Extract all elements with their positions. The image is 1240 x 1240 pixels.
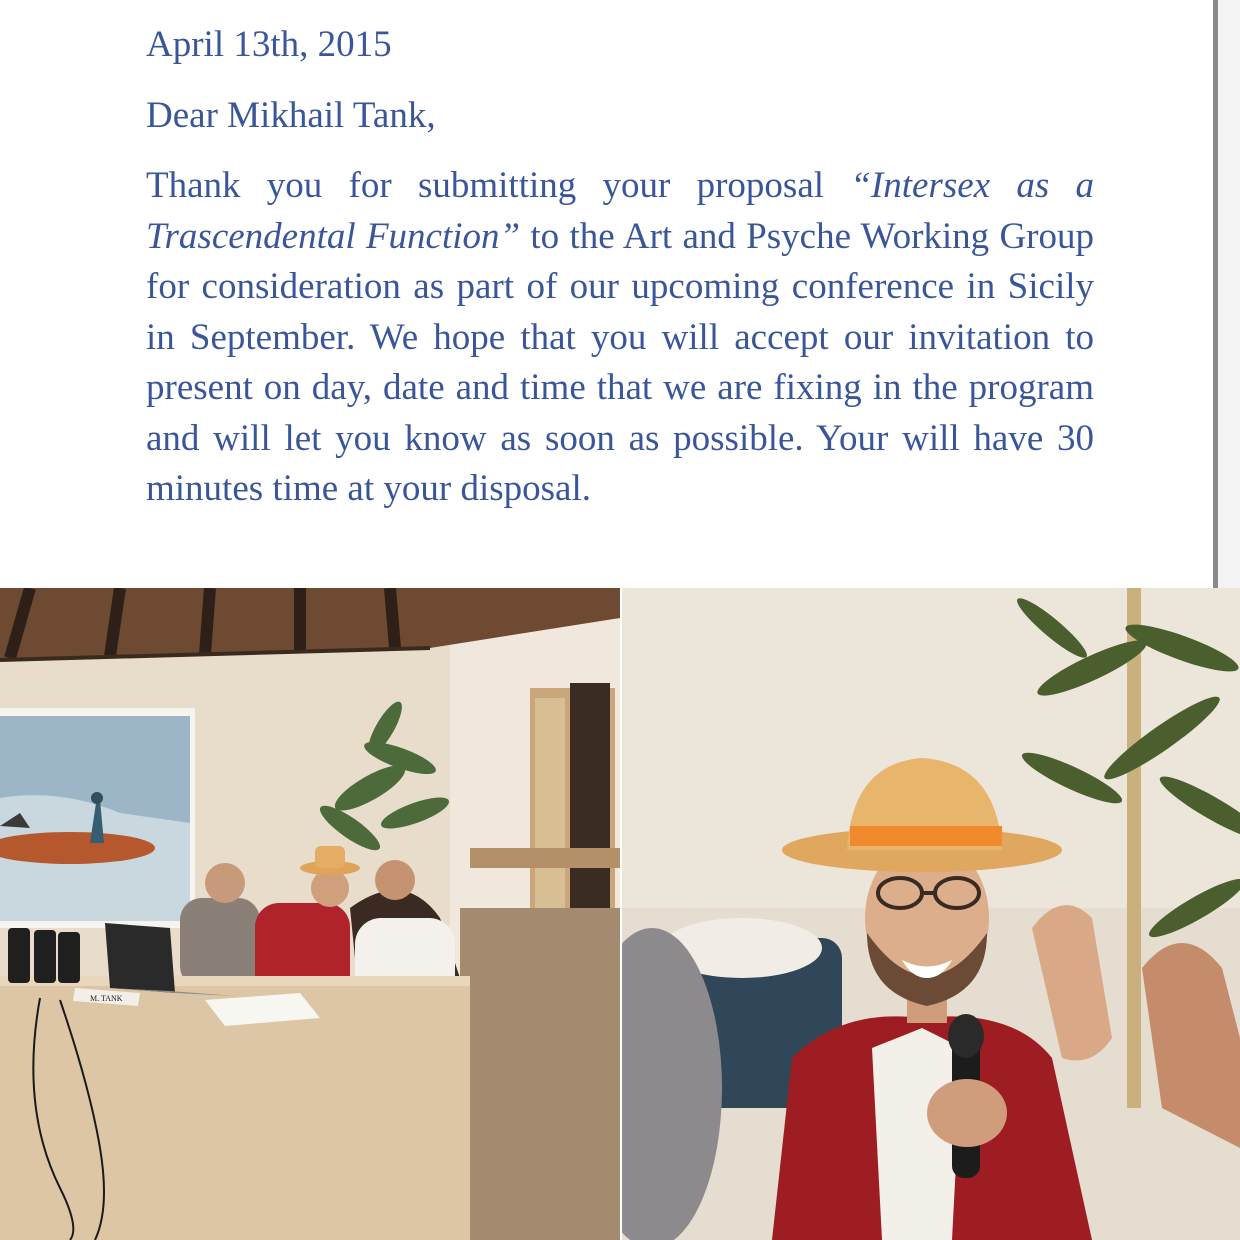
letter-body-intro: Thank you for submitting your proposal — [146, 165, 851, 206]
letter-text — [146, 20, 1094, 515]
letter-document — [0, 0, 1240, 588]
name-card-label: M. TANK — [90, 994, 123, 1003]
speaker-closeup-photo — [622, 588, 1240, 1240]
letter-date: April 13th, 2015 — [146, 24, 392, 65]
page-margin — [1218, 0, 1240, 588]
conference-panel-photo — [0, 588, 620, 1240]
proposal-title: “Intersex as a Trascendental Function” — [146, 165, 1094, 257]
letter-salutation: Dear Mikhail Tank, — [146, 94, 436, 136]
letter-body — [146, 161, 1094, 515]
letter-body-rest: to the Art and Psyche Working Group for consideration as part of our upcoming conference in Sicily in September. We hope that you will accept our invitation to present on day, date and time that we are fixing in the program and will let you know as soon as possible. Your will have 30 minutes time at your disposal. — [146, 215, 1094, 509]
